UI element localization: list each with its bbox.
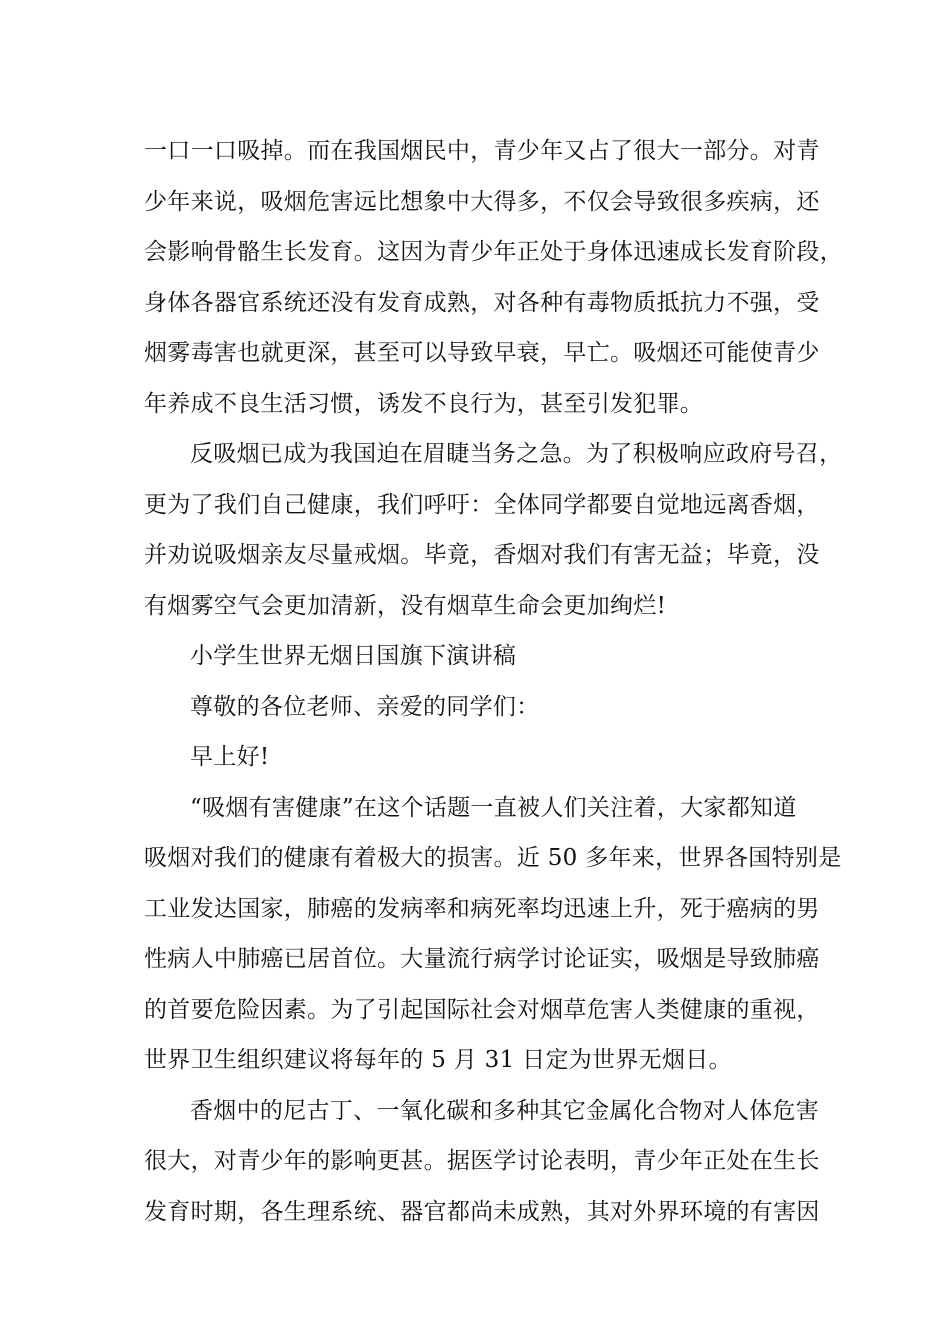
text-line: 年养成不良生活习惯，诱发不良行为，甚至引发犯罪。 [144, 390, 704, 417]
text-line: 工业发达国家，肺癌的发病率和病死率均迅速上升，死于癌病的男 [144, 895, 820, 922]
text-line: 吸烟对我们的健康有着极大的损害。近 50 多年来，世界各国特别是 [144, 845, 842, 871]
text-line: 少年来说，吸烟危害远比想象中大得多，不仅会导致很多疾病，还 [144, 188, 820, 215]
text-line: 烟雾毒害也就更深，甚至可以导致早衰，早亡。吸烟还可能使青少 [144, 340, 820, 366]
text-line: 一口一口吸掉。而在我国烟民中，青少年又占了很大一部分。对青 [144, 138, 820, 164]
text-line: 更为了我们自己健康，我们呼吁：全体同学都要自觉地远离香烟， [144, 491, 820, 518]
text-line: 性病人中肺癌已居首位。大量流行病学讨论证实，吸烟是导致肺癌 [144, 946, 820, 972]
text-line: 香烟中的尼古丁、一氧化碳和多种其它金属化合物对人体危害 [190, 1097, 820, 1124]
text-line: 发育时期，各生理系统、器官都尚未成熟，其对外界环境的有害因 [144, 1198, 820, 1225]
text-line: 并劝说吸烟亲友尽量戒烟。毕竟，香烟对我们有害无益；毕竟，没 [144, 542, 820, 568]
text-line: 会影响骨骼生长发育。这因为青少年正处于身体迅速成长发育阶段， [144, 239, 843, 265]
text-line: 很大，对青少年的影响更甚。据医学讨论表明，青少年正处在生长 [144, 1148, 820, 1174]
text-line: 反吸烟已成为我国迫在眉睫当务之急。为了积极响应政府号召， [190, 441, 843, 467]
text-line: 身体各器官系统还没有发育成熟，对各种有毒物质抵抗力不强，受 [144, 289, 820, 316]
salutation: 尊敬的各位老师、亲爱的同学们： [190, 693, 540, 720]
text-line: 的首要危险因素。为了引起国际社会对烟草危害人类健康的重视， [144, 996, 820, 1023]
greeting: 早上好! [190, 744, 270, 770]
text-line: 世界卫生组织建议将每年的 5 月 31 日定为世界无烟日。 [144, 1047, 732, 1073]
document-text-body [144, 126, 843, 1237]
section-title: 小学生世界无烟日国旗下演讲稿 [190, 643, 517, 669]
text-line: “吸烟有害健康”在这个话题一直被人们关注着，大家都知道 [190, 794, 797, 821]
text-line: 有烟雾空气会更加清新，没有烟草生命会更加绚烂! [144, 592, 667, 619]
